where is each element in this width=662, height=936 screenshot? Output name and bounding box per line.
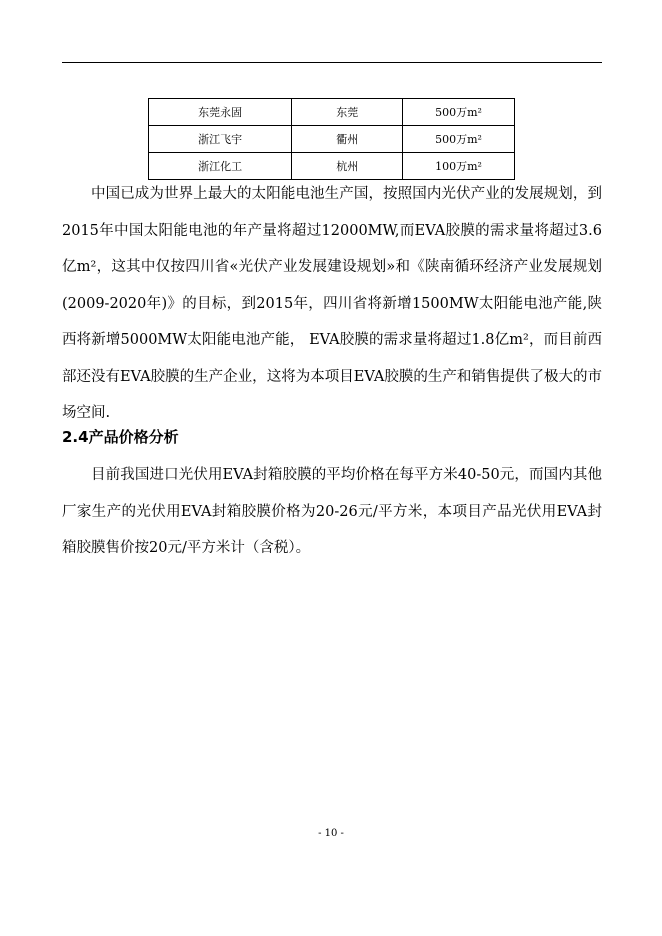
company-cell: 浙江飞宇	[149, 126, 292, 153]
capacity-cell: 100万m²	[403, 153, 515, 180]
location-cell: 东莞	[292, 99, 403, 126]
capacity-table	[148, 98, 515, 180]
market-demand-paragraph: 中国已成为世界上最大的太阳能电池生产国，按照国内光伏产业的发展规划，到2015年中国太阳能电池的年产量将超过12000MW,而EVA胶膜的需求量将超过3.6亿m²，这其中仅按四川省«光伏产业发展建设规划»和《陕南循环经济产业发展规划(2009-2020年)》的目标，到2015年，四川省将新增1500MW太阳能电池产能,陕西将新增5000MW太阳能电池产能， EVA胶膜的需求量将超过1.8亿m²，而目前西部还没有EVA胶膜的生产企业，这将为本项目EVA胶膜的生产和销售提供了极大的市场空间.	[62, 186, 602, 421]
page-number: - 10 -	[318, 828, 344, 839]
location-cell: 衢州	[292, 126, 403, 153]
capacity-cell: 500万m²	[403, 126, 515, 153]
header-rule	[62, 62, 602, 63]
capacity-cell: 500万m²	[403, 99, 515, 126]
table-row	[149, 126, 515, 153]
location-cell: 杭州	[292, 153, 403, 180]
company-cell: 浙江化工	[149, 153, 292, 180]
price-analysis-paragraph: 目前我国进口光伏用EVA封箱胶膜的平均价格在每平方米40-50元，而国内其他厂家生产的光伏用EVA封箱胶膜价格为20-26元/平方米，本项目产品光伏用EVA封箱胶膜售价按20元/平方米计（含税）。	[62, 467, 602, 556]
company-cell: 东莞永固	[149, 99, 292, 126]
table-row	[149, 99, 515, 126]
section-heading: 2.4产品价格分析	[62, 428, 179, 446]
